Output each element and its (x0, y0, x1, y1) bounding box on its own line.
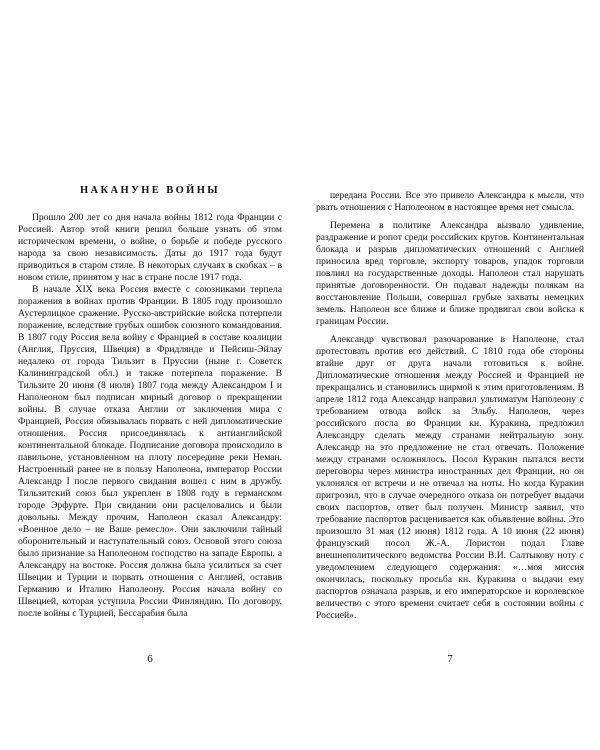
page-number: 6 (147, 653, 153, 665)
right-page (300, 0, 600, 750)
paragraph: В начале XIX века Россия вместе с союзниками терпела поражения в войнах против Франции. В 1805 году произошло Аустерлицкое сражение. Русско-австрийские войска потерпели поражение, вследствие грубых ошибок союзного командования. В 1807 году Россия вела войну с Францией в составе коалиции (Англия, Пруссия, Швеция) в Фридлянде и Пейсиш-Эйлау недалеко от города Тильзит в Пруссии (ныне г. Советск Калининградской обл.) и также потерпела поражение. В Тильзите 20 июня (8 июля) 1807 года между Александром I и Наполеоном был подписан мирный договор о прекращении войны. В случае отказа Англии от заключения мира с Францией, Россия обязывалась порвать с ней дипломатические отношения. Россия присоединялась к антианглийской континентальной блокаде. Подписание договора происходило в павильоне, установленном на плоту посередине реки Неман. Настроенный ранее не в пользу Наполеона, император России Александр I после первого свидания вошел с ним в дружбу. Тильзитский союз был укреплен в 1808 году в германском городе Эрфурте. При свидании они расцеловались и были довольны. Между прочим, Наполеон сказал Александру: «Военное дело – не Ваше ремесло». Они заключили тайный оборонительный и наступательный союз. Основой этого союза было признание за Наполеоном господство на западе Европы, а Александру на востоке. Россия должна была усилиться за счет Швеции и Турции и порвать отношения с Англией, оставив Германию и Италию Наполеону. Россия начала войну со Швецией, которая уступила России Финляндию. По договору, после войны с Турцией, Бессарабия была (18, 284, 282, 619)
paragraph: передана России. Все это привело Александра к мысли, что рвать отношения с Наполеоном в настоящее время нет смысла. (316, 190, 584, 213)
left-page-text (18, 212, 282, 620)
paragraph: Александр чувствовал разочарование в Наполеоне, стал протестовать против его действий. С 1810 года обе стороны втайне друг от друга начали готовиться к войне. Дипломатические отношения между Россией и Францией не прекращались и становились ширмой к этим приготовлениям. В апреле 1812 года Александр направил ультиматум Наполеону с требованием отвода войск за Эльбу. Наполеон, через российского посла во Франции кн. Куракина, предложил Александру сделать между странами нейтральную зону. Александр на это предложение не стал отвечать. Положение между странами осложнялось. Посол Куракин пытался вести переговоры через министра иностранных дел Франции, но он уклонялся от встречи и не отвечал на ноты. Но когда Куракин пригрозил, что в случае очередного отказа он потребует выдачи своих паспортов, ответ был получен. Министр заявил, что требование паспортов расценивается как объявление войны. Это произошло 31 мая (12 июня) 1812 года. А 10 июня (22 июня) французский посол Ж.-А. Лористон подал Главе внешнеполитического ведомства России В.И. Салтыкову ноту с уведомлением следующего содержания: «…моя миссия окончилась, поскольку просьба кн. Куракина о выдачи ему паспортов означала разрыв, и его императорское и королевское величество с этого времени считает себя в состоянии войны с Россией». (316, 334, 584, 621)
paragraph: Прошло 200 лет со дня начала войны 1812 года Франции с Россией. Автор этой книги решил больше узнать об этом историческом времени, о войне, о борьбе и победе русского народа за свою независимость. Даты до 1917 года будут приводиться в старом стиле. В некоторых случаях в скобках – в новом стиле, принятом у нас в стране после 1917 года. (18, 212, 282, 283)
page-number: 7 (447, 653, 453, 665)
paragraph: Перемена в политике Александра вызвало удивление, раздражение и ропот среди российских кругов. Континентальная блокада и разрыв дипломатических отношений с Англией приносила вред торговле, экспорту товаров, упадок торговли повлиял на государственные доходы. Наполеон стал нарушать принятые договоренности. Он подавал надежды полякам на восстановление Польши, совершал грубые захваты немецких земель. Наполеон все ближе и ближе продвигал свои войска к границам России. (316, 220, 584, 327)
right-page-text (316, 190, 584, 622)
chapter-heading: НАКАНУНЕ ВОЙНЫ (79, 185, 221, 196)
